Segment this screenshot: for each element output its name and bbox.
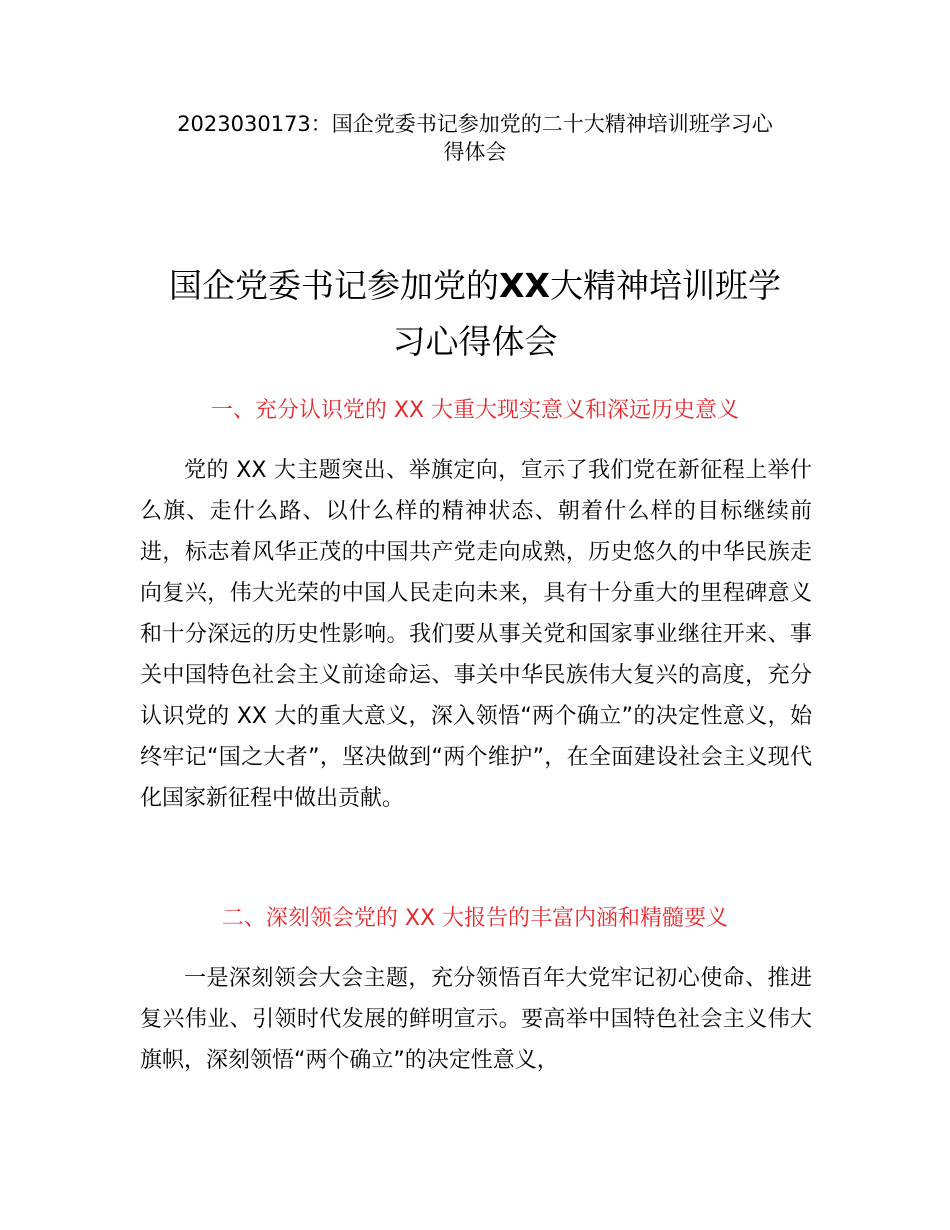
section-2-paragraph xyxy=(140,958,812,1081)
title-part-1: 国企党委书记参加党的 xyxy=(169,266,500,305)
document-title xyxy=(120,258,830,370)
paragraph-line: 色社会主义伟大旗帜，深刻领悟“两个确立”的决定性意义， xyxy=(140,1007,812,1073)
paragraph-line: 上举什么旗、走什么路、以什么样的精神状态、朝着什么样的 xyxy=(140,458,812,524)
paragraph-line: 目标继续前进，标志着风华正茂的中国共产党走向成熟，历史 xyxy=(140,499,812,565)
paragraph-line: 党的 XX 大主题突出、举旗定向，宣示了我们党在新征程 xyxy=(184,458,746,483)
paragraph-line: 命、推进复兴伟业、引领时代发展的鲜明宣示。要高举中国特 xyxy=(140,966,812,1032)
title-line-1 xyxy=(120,258,830,314)
paragraph-line: 事关党和国家事业继往开来、事关中国特色社会主义前途命运、 xyxy=(140,622,812,688)
paragraph-line: 事关中华民族伟大复兴的高度，充分认识党的 XX 大的重大意 xyxy=(140,663,812,729)
section-heading-1: 一、充分认识党的 XX 大重大现实意义和深远历史意义 xyxy=(210,398,740,423)
paragraph-line: 者”，坚决做到“两个维护”，在全面建设社会主义现代化国家 xyxy=(140,745,812,811)
title-part-3: 大精神培训班学 xyxy=(549,266,781,305)
title-line-2: 习心得体会 xyxy=(392,322,558,361)
section-heading-2: 二、深刻领会党的 XX 大报告的丰富内涵和精髓要义 xyxy=(221,906,729,931)
paragraph-line: 悠久的中华民族走向复兴，伟大光荣的中国人民走向未来，具 xyxy=(140,540,812,606)
title-part-2: XX xyxy=(499,266,550,305)
header-title-line-1: 2023030173：国企党委书记参加党的二十大精神培训班学习心 xyxy=(177,112,773,136)
paragraph-line: 有十分重大的里程碑意义和十分深远的历史性影响。我们要从 xyxy=(140,581,812,647)
paragraph-line: 一是深刻领会大会主题，充分领悟百年大党牢记初心使 xyxy=(184,966,723,991)
document-header xyxy=(130,110,820,166)
paragraph-line: 义，深入领悟“两个确立”的决定性意义，始终牢记“国之大 xyxy=(140,704,812,770)
paragraph-line: 新征程中做出贡献。 xyxy=(206,786,405,811)
section-1-paragraph xyxy=(140,450,812,819)
header-title-line-2: 得体会 xyxy=(443,140,507,164)
